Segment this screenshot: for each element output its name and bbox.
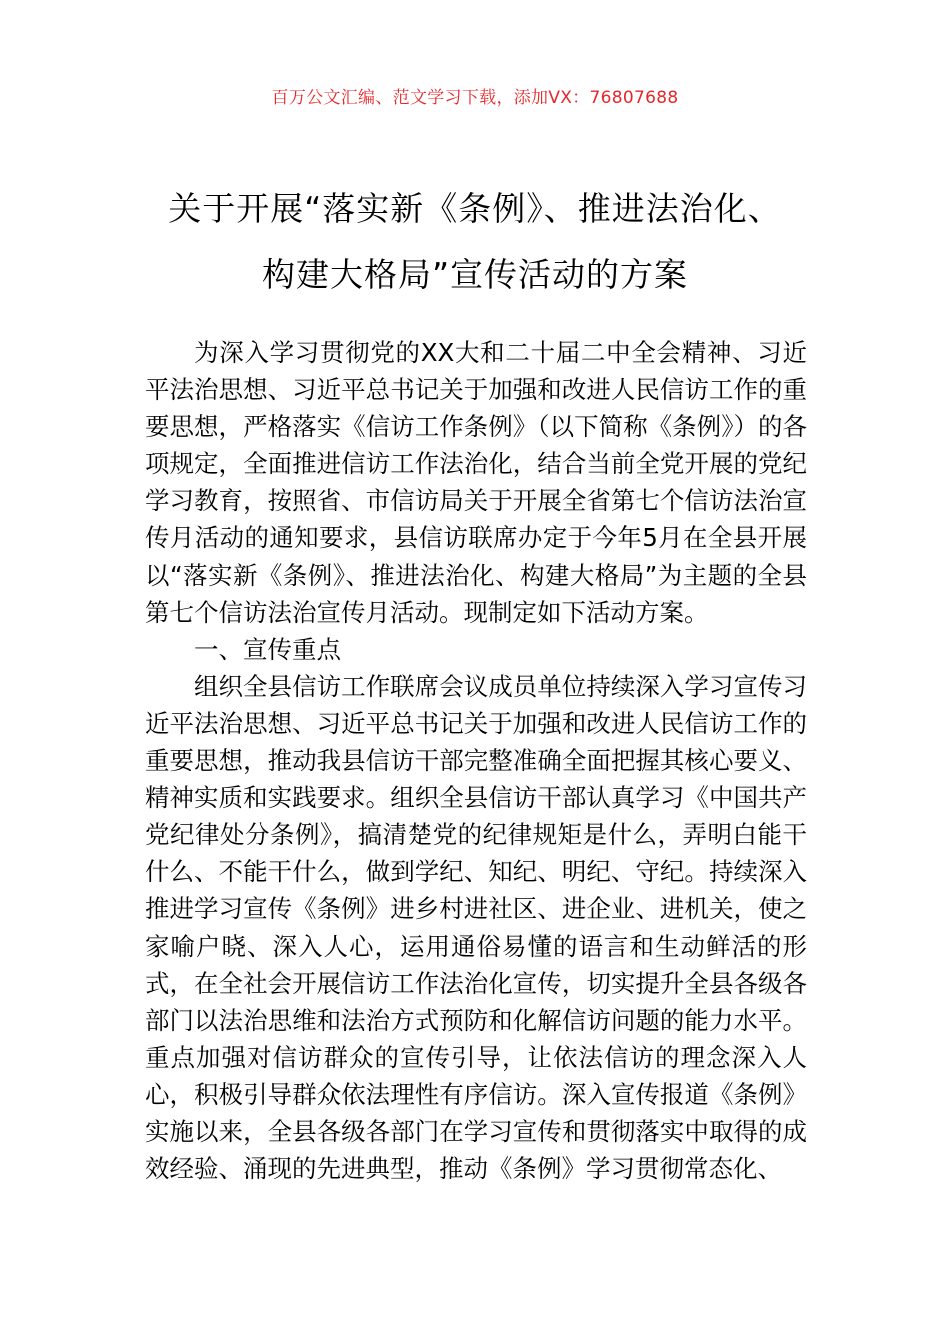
title-line-2: 构建大格局”宣传活动的方案 — [261, 255, 689, 294]
watermark-banner: 百万公文汇编、范文学习下载，添加VX：76807688 — [271, 88, 679, 108]
document-title — [120, 176, 830, 308]
section-heading-1: 一、宣传重点 — [194, 634, 341, 664]
title-line-1: 关于开展“落实新《条例》、推进法治化、 — [168, 189, 782, 228]
document-body — [145, 334, 807, 1187]
intro-paragraph: 为深入学习贯彻党的XX大和二十届二中全会精神、习近平法治思想、习近平总书记关于加强和改进人民信访工作的重要思想，严格落实《信访工作条例》（以下简称《条例》）的各项规定，全面推进信访工作法治化，结合当前全党开展的党纪学习教育，按照省、市信访局关于开展全省第七个信访法治宣传月活动的通知要求，县信访联席办定于今年5月在全县开展以“落实新《条例》、推进法治化、构建大格局”为主题的全县第七个信访法治宣传月活动。现制定如下活动方案。 — [145, 338, 807, 627]
section-paragraph-1: 组织全县信访工作联席会议成员单位持续深入学习宣传习近平法治思想、习近平总书记关于加强和改进人民信访工作的重要思想，推动我县信访干部完整准确全面把握其核心要义、精神实质和实践要求。组织全县信访干部认真学习《中国共产党纪律处分条例》，搞清楚党的纪律规矩是什么，弄明白能干什么、不能干什么，做到学纪、知纪、明纪、守纪。持续深入推进学习宣传《条例》进乡村进社区、进企业、进机关，使之家喻户晓、深入人心，运用通俗易懂的语言和生动鲜活的形式，在全社会开展信访工作法治化宣传，切实提升全县各级各部门以法治思维和法治方式预防和化解信访问题的能力水平。重点加强对信访群众的宣传引导，让依法信访的理念深入人心，积极引导群众依法理性有序信访。深入宣传报道《条例》实施以来，全县各级各部门在学习宣传和贯彻落实中取得的成效经验、涌现的先进典型，推动《条例》学习贯彻常态化、 — [145, 671, 807, 1184]
